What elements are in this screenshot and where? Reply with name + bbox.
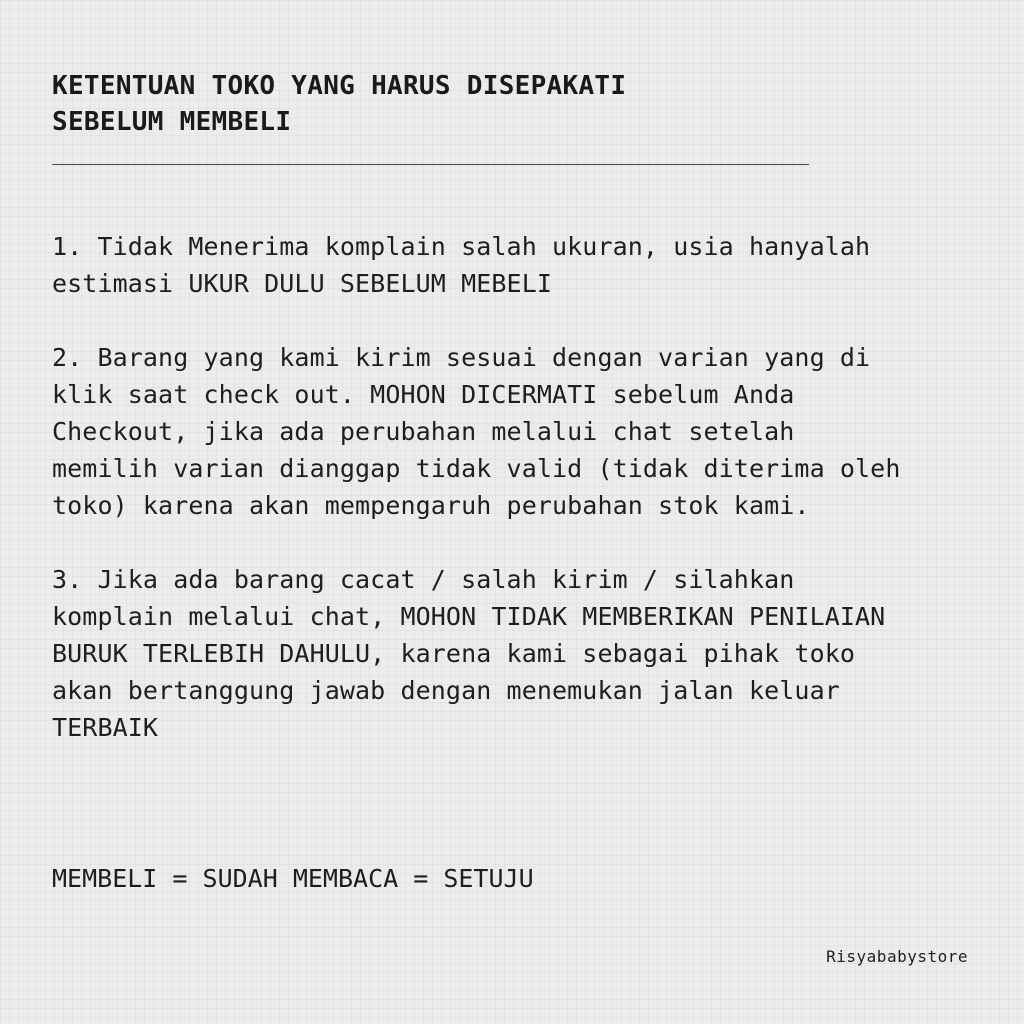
rule-3-line-2: komplain melalui chat, MOHON TIDAK MEMBERIKAN PENILAIAN — [52, 602, 886, 631]
rule-2-line-3: Checkout, jika ada perubahan melalui chat setelah — [52, 417, 795, 446]
rule-1-line-2: estimasi UKUR DULU SEBELUM MEBELI — [52, 269, 552, 298]
rule-2-line-5: toko) karena akan mempengaruh perubahan stok kami. — [52, 491, 810, 520]
rule-2 — [52, 339, 982, 524]
rule-3-line-1: 3. Jika ada barang cacat / salah kirim / silahkan — [52, 565, 795, 594]
rule-3-line-4: akan bertanggung jawab dengan menemukan jalan keluar — [52, 676, 840, 705]
rule-2-line-2: klik saat check out. MOHON DICERMATI sebelum Anda — [52, 380, 795, 409]
rule-2-line-4: memilih varian dianggap tidak valid (tidak diterima oleh — [52, 454, 901, 483]
title-divider — [52, 164, 809, 165]
rule-2-line-1: 2. Barang yang kami kirim sesuai dengan varian yang di — [52, 343, 871, 372]
rules-list — [52, 228, 982, 783]
page-title-line-1: KETENTUAN TOKO YANG HARUS DISEPAKATI — [52, 71, 627, 101]
rule-3-line-5: TERBAIK — [52, 713, 159, 742]
page-title — [52, 68, 812, 140]
rule-3 — [52, 561, 982, 746]
rule-3-line-3: BURUK TERLEBIH DAHULU, karena kami sebagai pihak toko — [52, 639, 856, 668]
store-name: Risyababystore — [826, 947, 968, 966]
rule-1 — [52, 228, 982, 302]
agreement-statement: MEMBELI = SUDAH MEMBACA = SETUJU — [52, 864, 534, 893]
page-title-line-2: SEBELUM MEMBELI — [52, 107, 292, 137]
rule-1-line-1: 1. Tidak Menerima komplain salah ukuran, usia hanyalah — [52, 232, 871, 261]
